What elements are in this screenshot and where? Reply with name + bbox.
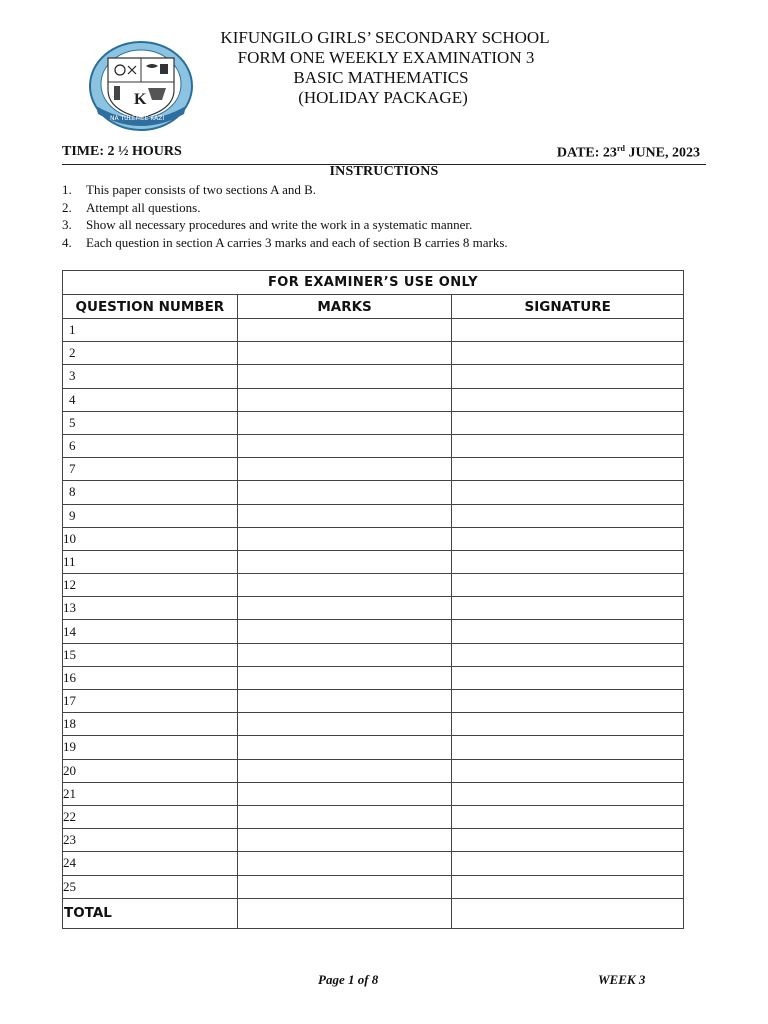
page-number: 1 (347, 972, 355, 987)
instruction-text: Each question in section A carries 3 marks and each of section B carries 8 marks. (86, 234, 508, 250)
instruction-number: 1. (62, 182, 72, 197)
header-marks: MARKS (237, 295, 452, 319)
header-signature: SIGNATURE (452, 295, 684, 319)
table-body (63, 319, 684, 899)
signature-cell[interactable] (452, 713, 684, 736)
marks-cell[interactable] (237, 504, 452, 527)
question-number-cell: 12 (63, 574, 238, 597)
page-of: of 8 (354, 972, 379, 987)
table-row (63, 736, 684, 759)
table-row (63, 620, 684, 643)
question-number-cell: 18 (63, 713, 238, 736)
marks-cell[interactable] (237, 643, 452, 666)
instruction-item (62, 234, 722, 252)
table-row (63, 805, 684, 828)
signature-cell[interactable] (452, 736, 684, 759)
table-row (63, 527, 684, 550)
signature-cell[interactable] (452, 365, 684, 388)
marks-cell[interactable] (237, 713, 452, 736)
question-number-cell: 1 (63, 319, 238, 342)
total-marks-cell[interactable] (237, 898, 452, 928)
question-number-cell: 6 (63, 434, 238, 457)
question-number-cell: 7 (63, 458, 238, 481)
instruction-item (62, 199, 722, 217)
marks-cell[interactable] (237, 319, 452, 342)
table-row (63, 434, 684, 457)
total-signature-cell[interactable] (452, 898, 684, 928)
table-row (63, 365, 684, 388)
date-prefix: DATE: 23 (556, 145, 617, 161)
signature-cell[interactable] (452, 388, 684, 411)
signature-cell[interactable] (452, 550, 684, 573)
marks-cell[interactable] (237, 736, 452, 759)
logo-motto: NA TULEMEE KAZI (110, 115, 165, 122)
logo-letter: K (134, 91, 147, 108)
marks-cell[interactable] (237, 620, 452, 643)
instruction-item (62, 181, 722, 199)
table-row (63, 875, 684, 898)
table-row (63, 852, 684, 875)
question-number-cell: 4 (63, 388, 238, 411)
question-number-cell: 8 (63, 481, 238, 504)
instruction-number: 4. (62, 234, 72, 250)
marks-cell[interactable] (237, 388, 452, 411)
marks-cell[interactable] (237, 782, 452, 805)
table-row (63, 574, 684, 597)
examiner-table (62, 270, 684, 929)
marks-cell[interactable] (237, 875, 452, 898)
date-sup: rd (616, 144, 625, 153)
week-label: WEEK 3 (598, 972, 646, 987)
table-row (63, 458, 684, 481)
question-number-cell: 14 (63, 620, 238, 643)
table-row (63, 759, 684, 782)
signature-cell[interactable] (452, 342, 684, 365)
question-number-cell: 23 (63, 829, 238, 852)
signature-cell[interactable] (452, 434, 684, 457)
marks-cell[interactable] (237, 690, 452, 713)
instruction-text: Show all necessary procedures and write the work in a systematic manner. (86, 217, 473, 232)
signature-cell[interactable] (452, 527, 684, 550)
marks-cell[interactable] (237, 759, 452, 782)
question-number-cell: 5 (63, 411, 238, 434)
table-row (63, 643, 684, 666)
marks-cell[interactable] (237, 852, 452, 875)
instructions-list (62, 181, 722, 251)
marks-cell[interactable] (237, 574, 452, 597)
marks-cell[interactable] (237, 666, 452, 689)
question-number-cell: 10 (63, 527, 238, 550)
signature-cell[interactable] (452, 319, 684, 342)
question-number-cell: 15 (63, 643, 238, 666)
page-indicator (318, 972, 378, 988)
signature-cell[interactable] (452, 643, 684, 666)
question-number-cell: 16 (63, 666, 238, 689)
signature-cell[interactable] (452, 852, 684, 875)
table-row (63, 550, 684, 573)
signature-cell[interactable] (452, 481, 684, 504)
signature-cell[interactable] (452, 411, 684, 434)
total-row (63, 898, 684, 928)
signature-cell[interactable] (452, 829, 684, 852)
page-prefix: Page (318, 972, 348, 987)
package-title: (HOLIDAY PACKAGE) (298, 88, 468, 107)
total-label: TOTAL (63, 898, 238, 928)
instruction-number: 2. (62, 199, 72, 215)
marks-cell[interactable] (237, 434, 452, 457)
signature-cell[interactable] (452, 690, 684, 713)
school-name: KIFUNGILO GIRLS’ SECONDARY SCHOOL (220, 28, 550, 47)
table-row (63, 319, 684, 342)
exam-date (557, 144, 700, 162)
table-caption: FOR EXAMINER’S USE ONLY (63, 271, 684, 295)
table-row (63, 597, 684, 620)
table-row (63, 829, 684, 852)
table-row (63, 666, 684, 689)
marks-cell[interactable] (237, 805, 452, 828)
signature-cell[interactable] (452, 504, 684, 527)
signature-cell[interactable] (452, 805, 684, 828)
table-row (63, 411, 684, 434)
document-header (200, 28, 566, 108)
signature-cell[interactable] (452, 759, 684, 782)
exam-meta (62, 144, 706, 165)
school-logo (88, 40, 194, 132)
table-row (63, 690, 684, 713)
question-number-cell: 20 (63, 759, 238, 782)
signature-cell[interactable] (452, 458, 684, 481)
date-suffix: JUNE, 2023 (624, 145, 700, 161)
marks-cell[interactable] (237, 458, 452, 481)
signature-cell[interactable] (452, 620, 684, 643)
table-row (63, 504, 684, 527)
marks-cell[interactable] (237, 481, 452, 504)
marks-cell[interactable] (237, 597, 452, 620)
exam-title: FORM ONE WEEKLY EXAMINATION 3 (237, 48, 535, 67)
question-number-cell: 2 (63, 342, 238, 365)
table-row (63, 342, 684, 365)
marks-cell[interactable] (237, 342, 452, 365)
table-row (63, 388, 684, 411)
question-number-cell: 9 (63, 504, 238, 527)
question-number-cell: 24 (63, 852, 238, 875)
question-number-cell: 13 (63, 597, 238, 620)
instruction-item (62, 216, 722, 234)
question-number-cell: 22 (63, 805, 238, 828)
table-row (63, 481, 684, 504)
question-number-cell: 21 (63, 782, 238, 805)
question-number-cell: 17 (63, 690, 238, 713)
exam-time: TIME: 2 ½ HOURS (62, 144, 182, 159)
signature-cell[interactable] (452, 875, 684, 898)
marks-cell[interactable] (237, 829, 452, 852)
marks-cell[interactable] (237, 550, 452, 573)
question-number-cell: 25 (63, 875, 238, 898)
instructions-title: INSTRUCTIONS (329, 164, 439, 179)
instruction-number: 3. (62, 217, 72, 232)
signature-cell[interactable] (452, 597, 684, 620)
signature-cell[interactable] (452, 666, 684, 689)
marks-cell[interactable] (237, 527, 452, 550)
instruction-text: Attempt all questions. (86, 199, 201, 215)
header-question-number: QUESTION NUMBER (63, 295, 238, 319)
instruction-text: This paper consists of two sections A and B. (86, 182, 317, 197)
signature-cell[interactable] (452, 574, 684, 597)
question-number-cell: 19 (63, 736, 238, 759)
question-number-cell: 11 (63, 550, 238, 573)
marks-cell[interactable] (237, 365, 452, 388)
subject-title: BASIC MATHEMATICS (293, 68, 469, 87)
marks-cell[interactable] (237, 411, 452, 434)
table-row (63, 782, 684, 805)
signature-cell[interactable] (452, 782, 684, 805)
table-row (63, 713, 684, 736)
question-number-cell: 3 (63, 365, 238, 388)
